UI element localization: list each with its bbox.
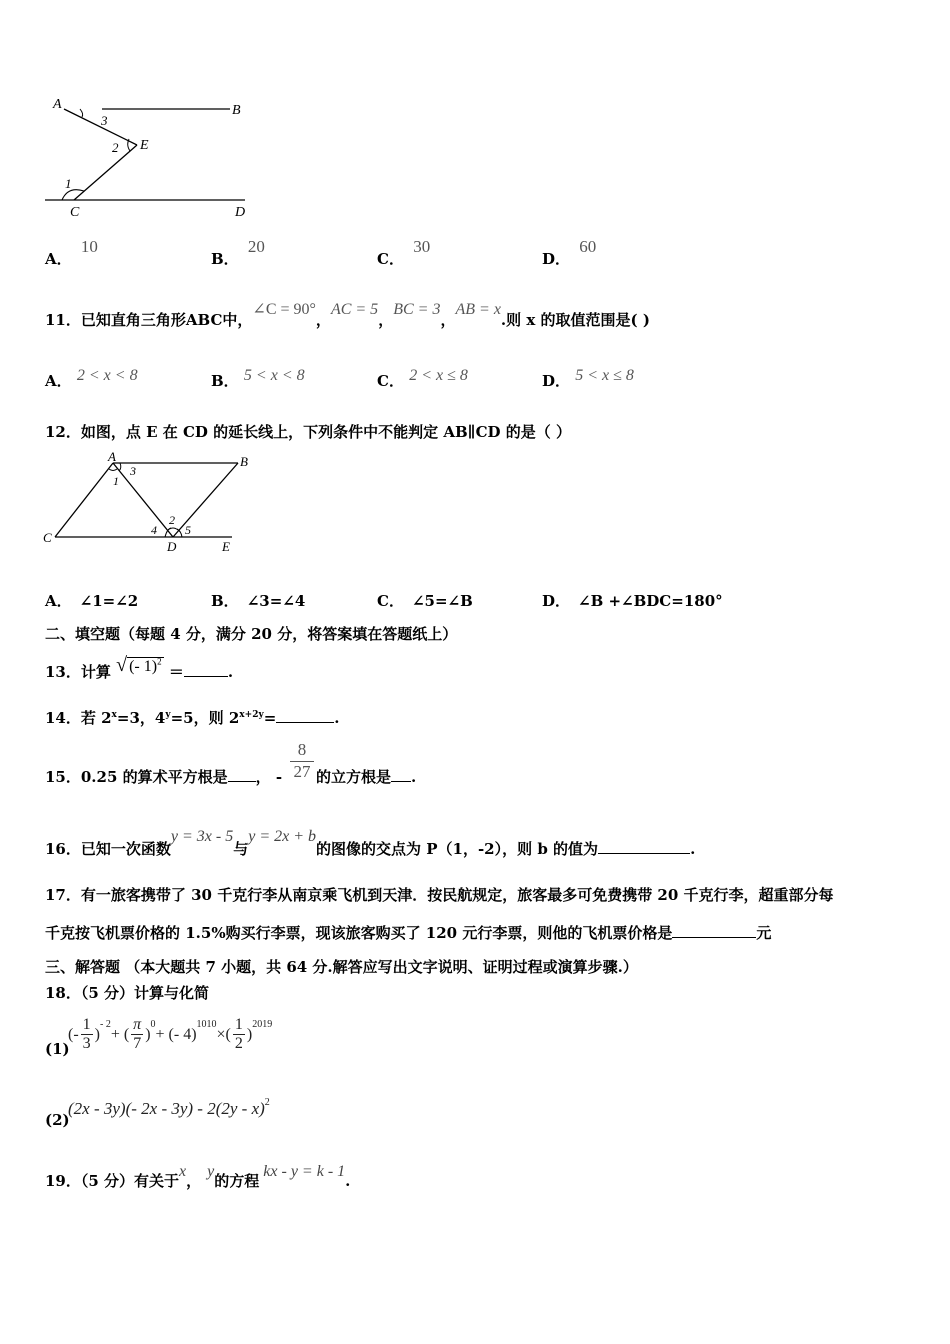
option-value: 5 < x ≤ 8 [575, 367, 634, 384]
q13-exponent: 2 [157, 656, 162, 667]
option-value: 5 < x < 8 [243, 367, 305, 384]
separator: ， [186, 1172, 202, 1190]
option-value: ∠3=∠4 [246, 592, 306, 610]
q10-option-b[interactable] [211, 237, 265, 269]
q15-denominator: 27 [293, 762, 311, 781]
option-value: 20 [247, 237, 265, 256]
separator: ， [378, 311, 394, 329]
option-letter: B． [211, 372, 239, 390]
q16 [45, 828, 696, 859]
section-3-heading: 三、解答题 （本大题共 7 小题，共 64 分.解答应写出文字说明、证明过程或演算步骤.） [45, 958, 638, 976]
q14-text: =3，4 [116, 709, 166, 727]
label-2: 2 [112, 140, 119, 155]
fraction-1-2 [233, 1016, 245, 1053]
option-letter: A． [45, 250, 72, 268]
q14-text: = [263, 709, 277, 727]
segment-bd [173, 463, 238, 537]
exponent: - 2 [99, 1019, 111, 1030]
period: . [411, 768, 417, 786]
label-5: 5 [185, 523, 191, 537]
segment-ec [74, 145, 137, 200]
option-letter: C． [377, 372, 404, 390]
expr-part: (2x - 3y)(- 2x - 3y) - 2(2y - x) [68, 1099, 265, 1118]
segment-ac [55, 463, 113, 537]
label-a: A [53, 97, 62, 112]
q14-text: =5，则 2 [170, 709, 240, 727]
denominator: 2 [234, 1035, 243, 1052]
denominator: 3 [82, 1035, 91, 1052]
q14-exp-xy: x+2y [239, 710, 264, 720]
q14-exp-x: x [111, 710, 117, 720]
q10-option-a[interactable] [45, 237, 98, 269]
label-1: 1 [113, 474, 119, 488]
q11-suffix: .则 x 的取值范围是( ) [500, 311, 650, 329]
option-letter: D． [542, 592, 571, 610]
label-b: B [240, 454, 248, 469]
option-letter: B． [211, 250, 239, 268]
fraction-1-3 [81, 1016, 93, 1053]
period: . [690, 840, 696, 858]
q18-part-1-expression [68, 1016, 272, 1053]
label-1: 1 [65, 176, 72, 191]
q11-stem [45, 301, 650, 330]
option-letter: B． [211, 592, 239, 610]
angle-3-arc [80, 109, 83, 117]
q14-answer-blank[interactable] [276, 708, 334, 723]
q10-option-c[interactable] [377, 237, 431, 269]
option-value: 2 < x < 8 [76, 367, 138, 384]
q19 [45, 1163, 351, 1191]
q15-numerator: 8 [297, 740, 307, 759]
option-value: ∠1=∠2 [79, 592, 139, 610]
q15 [45, 766, 282, 787]
q12-option-a[interactable] [45, 590, 138, 611]
q14-exp-y: y [165, 710, 171, 720]
q15-text: 15．0.25 的算术平方根是 [45, 768, 228, 786]
q15-fraction [290, 740, 314, 782]
q12-option-b[interactable] [211, 590, 305, 611]
label-3: 3 [101, 113, 108, 128]
q19-equation: kx - y = k - 1 [263, 1163, 346, 1180]
q16-function-2: y = 2x + b [248, 828, 317, 845]
q17-unit: 元 [756, 924, 772, 942]
q13-answer-blank[interactable] [184, 662, 228, 677]
option-value: ∠5=∠B [411, 592, 473, 610]
q13-equals: ＝ [168, 663, 184, 681]
q11-option-d[interactable] [542, 367, 634, 391]
period: . [227, 663, 234, 681]
exponent: 2019 [252, 1019, 273, 1030]
q14-text: 14．若 2 [45, 709, 112, 727]
angle-1-arc [109, 469, 117, 471]
q15-minus: - [275, 768, 283, 786]
q11-prefix: 11．已知直角三角形ABC中， [45, 311, 253, 329]
option-letter: A． [45, 372, 72, 390]
q12-option-c[interactable] [377, 590, 473, 611]
period: . [345, 1172, 351, 1190]
numerator: 1 [234, 1016, 243, 1033]
expr-part: ) [246, 1025, 253, 1043]
q15-text: ， [255, 768, 271, 786]
q13-prefix: 13．计算 [45, 663, 111, 681]
figure-q10 [40, 92, 260, 227]
q15-answer-blank-1[interactable] [228, 767, 256, 782]
q15-tail [316, 766, 416, 787]
option-letter: D． [542, 250, 571, 268]
section-2-heading: 二、填空题（每题 4 分，满分 20 分，将答案填在答题纸上） [45, 625, 458, 643]
expr-part: (- [68, 1025, 79, 1043]
exponent: 0 [150, 1019, 156, 1030]
q17-answer-blank[interactable] [672, 923, 756, 938]
q19-text: 的方程 [214, 1172, 260, 1190]
option-value: ∠B +∠BDC=180° [578, 592, 723, 610]
label-c: C [70, 205, 80, 220]
segment-ad [113, 463, 173, 537]
label-c: C [43, 530, 52, 545]
separator: ， [440, 311, 456, 329]
option-letter: C． [377, 250, 404, 268]
q19-var-y: y [207, 1163, 215, 1180]
option-value: 30 [413, 237, 431, 256]
label-2: 2 [169, 513, 175, 527]
numerator: 1 [82, 1016, 91, 1033]
expr-part: ) [94, 1025, 100, 1043]
q13-sqrt [116, 654, 163, 676]
option-value: 60 [579, 237, 597, 256]
q16-text: 16．已知一次函数 [45, 840, 171, 858]
label-e: E [222, 539, 230, 554]
q16-function-1: y = 3x - 5 [170, 828, 234, 845]
label-d: D [167, 539, 177, 554]
q13 [45, 654, 234, 683]
label-d: D [235, 205, 246, 220]
q11-option-a[interactable] [45, 367, 138, 391]
q13-radicand: (- 1) [129, 658, 158, 675]
q11-cond-bc: BC = 3 [393, 301, 441, 318]
q12-option-d[interactable] [542, 590, 723, 611]
q15-text: 的立方根是 [316, 768, 392, 786]
option-letter: A． [45, 592, 72, 610]
option-letter: D． [542, 372, 571, 390]
option-letter: C． [377, 592, 404, 610]
q12-stem: 12．如图，点 E 在 CD 的延长线上，下列条件中不能判定 AB∥CD 的是（ ） [45, 423, 572, 441]
expr-part: ) [145, 1025, 151, 1043]
q17-text: 千克按飞机票价格的 1.5%购买行李票，现该旅客购买了 120 元行李票，则他的飞机票价格是 [45, 924, 673, 942]
expr-part: + (- 4) [155, 1025, 197, 1043]
q10-option-d[interactable] [542, 237, 597, 269]
q11-option-b[interactable] [211, 367, 305, 391]
q11-cond-ab: AB = x [455, 301, 501, 318]
label-e: E [140, 138, 149, 153]
option-value: 2 < x ≤ 8 [409, 367, 468, 384]
option-value: 10 [80, 237, 98, 256]
q15-answer-blank-2[interactable] [391, 767, 411, 782]
q18-part-1-label: (1) [45, 1040, 70, 1058]
exponent: 2 [264, 1097, 270, 1108]
separator: ， [315, 311, 331, 329]
q11-option-c[interactable] [377, 367, 468, 391]
q16-text: 的图像的交点为 P（1，-2），则 b 的值为 [316, 840, 599, 858]
fraction-pi-7 [131, 1016, 143, 1053]
q19-text: 19．（5 分）有关于 [45, 1172, 180, 1190]
figure-q12 [40, 448, 250, 558]
numerator: π [133, 1016, 142, 1033]
q14 [45, 707, 340, 728]
q19-var-x: x [179, 1163, 187, 1180]
q17-line-1: 17．有一旅客携带了 30 千克行李从南京乘飞机到天津．按民航规定，旅客最多可免费携带 20 千克行李，超重部分每 [45, 886, 834, 904]
label-4: 4 [151, 523, 157, 537]
q18-part-2-expression [68, 1099, 270, 1119]
exponent: 1010 [196, 1019, 217, 1030]
q18-title: 18．（5 分）计算与化简 [45, 984, 210, 1002]
q16-answer-blank[interactable] [598, 839, 690, 854]
q17-line-2 [45, 922, 771, 943]
q11-cond-angle: ∠C = 90° [252, 301, 316, 318]
period: . [334, 709, 340, 727]
sqrt-sign-icon: √ [116, 654, 128, 676]
label-a: A [108, 449, 116, 464]
q11-cond-ac: AC = 5 [330, 301, 379, 318]
label-3: 3 [130, 464, 136, 478]
q16-text: 与 [233, 840, 249, 858]
label-b: B [232, 103, 241, 118]
expr-part: + ( [110, 1025, 130, 1043]
expr-part: ×( [216, 1025, 231, 1043]
denominator: 7 [133, 1035, 142, 1052]
q18-part-2-label: (2) [45, 1111, 70, 1129]
